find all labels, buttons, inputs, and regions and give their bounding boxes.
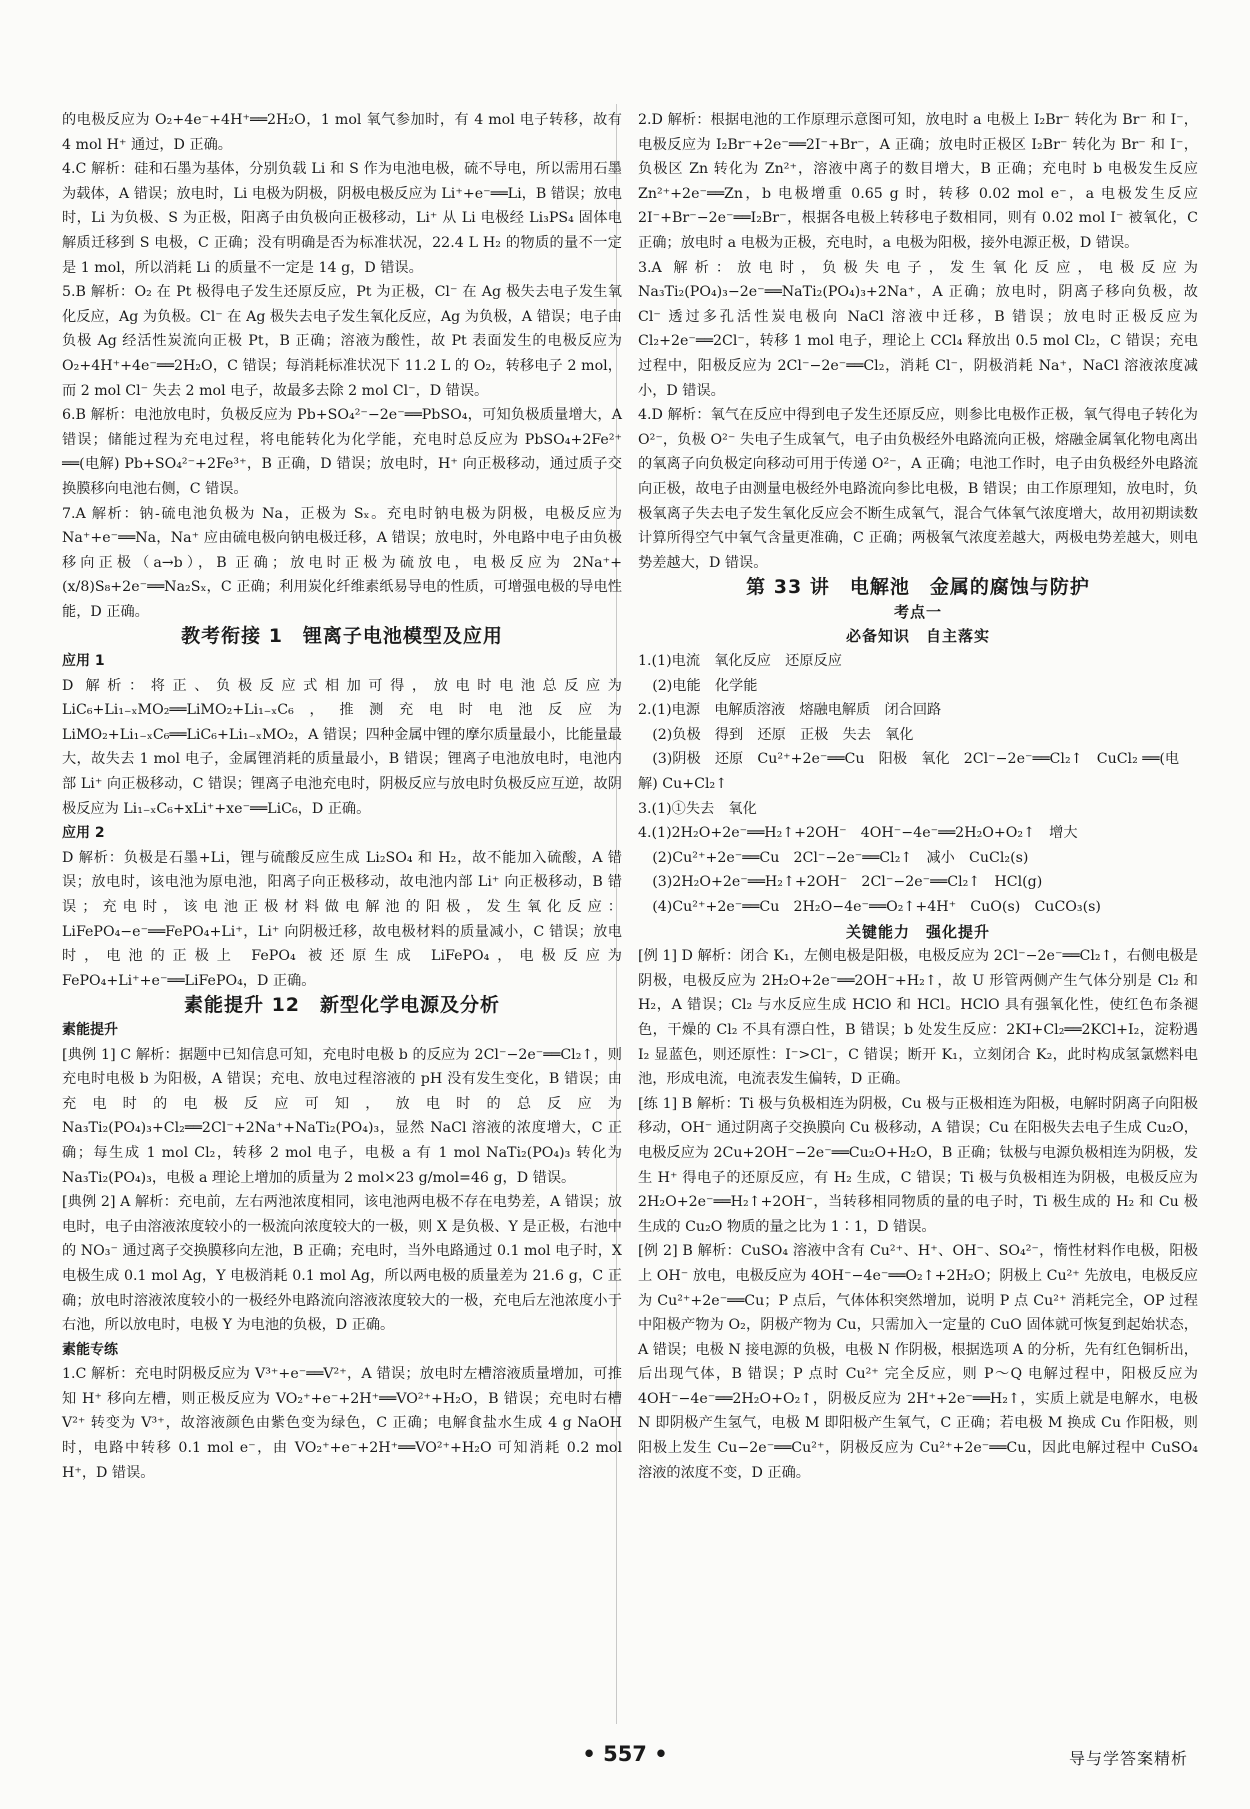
section-subtitle: 必备知识 自主落实 (845, 627, 990, 646)
answer-paragraph: 4.D 解析：氧气在反应中得到电子发生还原反应，则参比电极作正极，氧气得电子转化为 O²⁻，负极 O²⁻ 失电子生成氧气，电子由负极经外电路流向正极，熔融金属氧化物电离出的氧离子向负极定向移动可用于传递 O²⁻，A 正确；电池工作时，电子由负极经外电路流向正极，故电子由测量电极经外电路流向参比电极，B 错误；由工作原理知，放电时，负极氧离子失去电子发生氧化反应会不断生成氧气，混合气体氧气浓度增大，故用初期读数计算所得空气中氧气含量更准确，C 正确；两极氧气浓度差越大，两极电势差越大，则电势差越大，D 错误。 (638, 407, 1198, 571)
page-number: • 557 • (582, 1742, 668, 1766)
answer-item: 3.(1)①失去 氧化 (638, 800, 757, 817)
answer-item: 4.(1)2H₂O+2e⁻══H₂↑+2OH⁻ 4OH⁻−4e⁻══2H₂O+O₂↑ 增大 (638, 825, 1078, 842)
section-label: 素能专练 (62, 1341, 118, 1358)
answer-paragraph: [练 1] B 解析：Ti 极与负极相连为阴极，Cu 极与正极相连为阳极，电解时阴离子向阳极移动，OH⁻ 通过阴离子交换膜向 Cu 极移动，A 错误；Cu 在阳极失去电子生成 Cu₂O，电极反应为 2Cu+2OH⁻−2e⁻══Cu₂O+H₂O，B 正确；钛极与电源负极相连为阴极，发生 H⁺ 得电子的还原反应，有 H₂ 生成，C 错误；Ti 极与负极相连为阴极，电极反应为 2H₂O+2e⁻══H₂↑+2OH⁻，当转移相同物质的量的电子时，Ti 极生成的 H₂ 和 Cu 极生成的 Cu₂O 物质的量之比为 1∶1，D 错误。 (638, 1095, 1198, 1235)
section-title: 教考衔接 1 锂离子电池模型及应用 (181, 625, 503, 648)
answer-paragraph: 4.C 解析：硅和石墨为基体，分别负载 Li 和 S 作为电池电极，硫不导电，所以需用石墨为载体，A 错误；放电时，Li 电极为阴极，阴极电极反应为 Li⁺+e⁻══Li，B 错误；放电时，Li 为负极、S 为正极，阳离子由负极向正极移动，Li⁺ 从 Li 电极经 Li₃PS₄ 固体电解质迁移到 S 电极，C 正确；没有明确是否为标准状况，22.4 L H₂ 的物质的量不一定是 1 mol，所以消耗 Li 的质量不一定是 14 g，D 错误。 (62, 161, 622, 276)
answer-item: 2.(1)电源 电解质溶液 熔融电解质 闭合回路 (638, 702, 942, 719)
answer-item: (2)电能 化学能 (638, 677, 758, 694)
answer-paragraph: 5.B 解析：O₂ 在 Pt 极得电子发生还原反应，Pt 为正极，Cl⁻ 在 Ag 极失去电子发生氧化反应，Ag 为负极。Cl⁻ 在 Ag 极失去电子发生氧化反应，Ag 为负极，A 错误；电子由负极 Ag 经活性炭流向正极 Pt，B 正确；溶液为酸性，故 Pt 表面发生的电极反应为 O₂+4H⁺+4e⁻══2H₂O，C 错误；每消耗标准状况下 11.2 L 的 O₂，转移电子 2 mol，而 2 mol Cl⁻ 失去 2 mol 电子，故最多去除 2 mol Cl⁻，D 错误。 (62, 284, 622, 399)
section-title: 素能提升 12 新型化学电源及分析 (183, 994, 501, 1017)
section-label: 应用 1 (62, 653, 105, 670)
section-subtitle: 考点一 (893, 602, 942, 621)
answer-paragraph: D 解析：负极是石墨+Li，锂与硫酸反应生成 Li₂SO₄ 和 H₂，故不能加入硫酸，A 错误；放电时，该电池为原电池，阳离子向正极移动，故电池内部 Li⁺ 向正极移动，B 错误；充电时，该电池正极材料做电解池的阳极，发生氧化反应：LiFePO₄−e⁻══FePO₄+Li⁺，Li⁺ 向阴极迁移，故电极材料的质量减小，C 错误；放电时，电池的正极上 FePO₄ 被还原生成 LiFePO₄，电极反应为 FePO₄+Li⁺+e⁻══LiFePO₄，D 正确。 (62, 849, 622, 989)
answer-paragraph: 的电极反应为 O₂+4e⁻+4H⁺══2H₂O，1 mol 氧气参加时，有 4 mol 电子转移，故有 4 mol H⁺ 通过，D 正确。 (62, 112, 622, 153)
answer-paragraph: [典例 2] A 解析：充电前，左右两池浓度相同，该电池两电极不存在电势差，A 错误；放电时，电子由溶液浓度较小的一极流向浓度较大的一极，则 X 是负极、Y 是正极，右池中的 NO₃⁻ 通过离子交换膜移向左池，B 正确；充电时，当外电路通过 0.1 mol 电子时，X 电极生成 0.1 mol Ag，Y 电极消耗 0.1 mol Ag，所以两电极的质量差为 21.6 g，C 正确；放电时溶液浓度较小的一极经外电路流向溶液浓度较大的一极，充电后左池浓度小于右池，所以放电时，电极 Y 为电池的负极，D 正确。 (62, 1194, 622, 1334)
answer-item: (3)阴极 还原 Cu²⁺+2e⁻══Cu 阳极 氧化 2Cl⁻−2e⁻══Cl₂↑ CuCl₂ ══(电解) Cu+Cl₂↑ (638, 751, 1180, 793)
answer-item: 1.(1)电流 氧化反应 还原反应 (638, 653, 842, 670)
answer-paragraph: 6.B 解析：电池放电时，负极反应为 Pb+SO₄²⁻−2e⁻══PbSO₄，可知负极质量增大，A 错误；储能过程为充电过程，将电能转化为化学能，充电时总反应为 PbSO₄+2Fe²⁺ ══(电解) Pb+SO₄²⁻+2Fe³⁺，B 正确，D 错误；放电时，H⁺ 向正极移动，通过质子交换膜移向电池右侧，C 错误。 (62, 407, 622, 497)
answer-item: (2)负极 得到 还原 正极 失去 氧化 (638, 726, 914, 743)
left-column (62, 108, 622, 1485)
answer-paragraph: D 解析：将正、负极反应式相加可得，放电时电池总反应为 LiC₆+Li₁₋ₓMO₂══LiMO₂+Li₁₋ₓC₆，推测充电时电池反应为 LiMO₂+Li₁₋ₓC₆══LiC₆+Li₁₋ₓMO₂，A 错误；四种金属中锂的摩尔质量最小，比能量最大，故失去 1 mol 电子，金属锂消耗的质量最小，B 错误；锂离子电池放电时，电池内部 Li⁺ 向正极移动，C 错误；锂离子电池充电时，阴极反应与放电时负极反应互逆，故阴极反应为 Li₁₋ₓC₆+xLi⁺+xe⁻══LiC₆，D 正确。 (62, 677, 622, 817)
answer-paragraph: [例 1] D 解析：闭合 K₁，左侧电极是阳极，电极反应为 2Cl⁻−2e⁻══Cl₂↑，右侧电极是阴极，电极反应为 2H₂O+2e⁻══2OH⁻+H₂↑，故 U 形管两侧产生气体分别是 Cl₂ 和 H₂，A 错误；Cl₂ 与水反应生成 HClO 和 HCl。HClO 具有强氧化性，使红色布条褪色，干燥的 Cl₂ 不具有漂白性，B 错误；b 处发生反应：2KI+Cl₂══2KCl+I₂，淀粉遇 I₂ 显蓝色，则还原性：I⁻>Cl⁻，C 错误；断开 K₁，立刻闭合 K₂，此时构成氢氯燃料电池，形成电流，电流表发生偏转，D 正确。 (638, 948, 1198, 1088)
answer-item: (3)2H₂O+2e⁻══H₂↑+2OH⁻ 2Cl⁻−2e⁻══Cl₂↑ HCl(g) (638, 874, 1043, 891)
section-subtitle: 关键能力 强化提升 (845, 922, 990, 941)
book-title: 导与学答案精析 (1068, 1749, 1188, 1768)
answer-paragraph: [典例 1] C 解析：据题中已知信息可知，充电时电极 b 的反应为 2Cl⁻−2e⁻══Cl₂↑，则充电时电极 b 为阳极，A 错误；充电、放电过程溶液的 pH 没有发生变化，B 错误；由充电时的电极反应可知，放电时的总反应为 Na₃Ti₂(PO₄)₃+Cl₂══2Cl⁻+2Na⁺+NaTi₂(PO₄)₃，显然 NaCl 溶液的浓度增大，C 正确；每生成 1 mol Cl₂，转移 2 mol 电子，电极 a 有 1 mol NaTi₂(PO₄)₃ 转化为 Na₃Ti₂(PO₄)₃，电极 a 理论上增加的质量为 2 mol×23 g/mol=46 g，D 错误。 (62, 1046, 622, 1186)
answer-paragraph: 2.D 解析：根据电池的工作原理示意图可知，放电时 a 电极上 I₂Br⁻ 转化为 Br⁻ 和 I⁻，电极反应为 I₂Br⁻+2e⁻══2I⁻+Br⁻，A 正确；放电时正极区 I₂Br⁻ 转化为 Br⁻ 和 I⁻，负极区 Zn 转化为 Zn²⁺，溶液中离子的数目增大，B 正确；充电时 b 电极发生反应 Zn²⁺+2e⁻══Zn，b 电极增重 0.65 g 时，转移 0.02 mol e⁻，a 电极发生反应 2I⁻+Br⁻−2e⁻══I₂Br⁻，根据各电极上转移电子数相同，则有 0.02 mol I⁻ 被氧化，C 正确；放电时 a 电极为正极，充电时，a 电极为阳极，接外电源正极，D 错误。 (638, 112, 1198, 251)
answer-paragraph: 7.A 解析：钠-硫电池负极为 Na，正极为 Sₓ。充电时钠电极为阴极，电极反应为 Na⁺+e⁻══Na，Na⁺ 应由硫电极向钠电极迁移，A 错误；放电时，外电路中电子由负极移向正极（a→b），B 正确；放电时正极为硫放电，电极反应为 2Na⁺+(x/8)S₈+2e⁻══Na₂Sₓ，C 正确；利用炭化纤维素纸易导电的性质，可增强电极的导电性能，D 正确。 (62, 505, 622, 620)
section-title: 第 33 讲 电解池 金属的腐蚀与防护 (746, 576, 1090, 599)
answer-paragraph: [例 2] B 解析：CuSO₄ 溶液中含有 Cu²⁺、H⁺、OH⁻、SO₄²⁻，惰性材料作电极，阳极上 OH⁻ 放电，电极反应为 4OH⁻−4e⁻══O₂↑+2H₂O；阴极上 Cu²⁺ 先放电，电极反应为 Cu²⁺+2e⁻══Cu；P 点后，气体体积突然增加，说明 P 点 Cu²⁺ 消耗完全，OP 过程中阳极产物为 O₂，阴极产物为 Cu，只需加入一定量的 CuO 固体就可恢复到起始状态，A 错误；电极 N 接电源的负极，电极 N 作阴极，根据选项 A 的分析，先有红色铜析出，后出现气体，B 错误；P 点时 Cu²⁺ 完全反应，则 P～Q 电解过程中，阳极反应为 4OH⁻−4e⁻══2H₂O+O₂↑，阴极反应为 2H⁺+2e⁻══H₂↑，实质上就是电解水，电极 N 即阴极产生氢气，电极 M 即阳极产生氧气，C 正确；若电极 M 换成 Cu 作阳极，则阳极上发生 Cu−2e⁻══Cu²⁺，阴极反应为 Cu²⁺+2e⁻══Cu，因此电解过程中 CuSO₄ 溶液的浓度不变，D 正确。 (638, 1243, 1198, 1481)
answer-paragraph: 3.A 解析：放电时，负极失电子，发生氧化反应，电极反应为 Na₃Ti₂(PO₄)₃−2e⁻══NaTi₂(PO₄)₃+2Na⁺，A 正确；放电时，阴离子移向负极，故 Cl⁻ 透过多孔活性炭电极向 NaCl 溶液中迁移，B 错误；放电时正极反应为 Cl₂+2e⁻══2Cl⁻，转移 1 mol 电子，理论上 CCl₄ 释放出 0.5 mol Cl₂，C 错误；充电过程中，阳极反应为 2Cl⁻−2e⁻══Cl₂，消耗 Cl⁻，阴极消耗 Na⁺，NaCl 溶液浓度减小，D 错误。 (638, 259, 1198, 399)
section-label: 应用 2 (62, 825, 105, 842)
right-column (638, 108, 1198, 1485)
section-label: 素能提升 (62, 1021, 118, 1038)
answer-item: (4)Cu²⁺+2e⁻══Cu 2H₂O−4e⁻══O₂↑+4H⁺ CuO(s) CuCO₃(s) (638, 899, 1101, 915)
answer-paragraph: 1.C 解析：充电时阴极反应为 V³⁺+e⁻══V²⁺，A 错误；放电时左槽溶液质量增加，可推知 H⁺ 移向左槽，则正极反应为 VO₂⁺+e⁻+2H⁺══VO²⁺+H₂O，B 错误；充电时右槽 V²⁺ 转变为 V³⁺，故溶液颜色由紫色变为绿色，C 正确；电解食盐水生成 4 g NaOH 时，电路中转移 0.1 mol e⁻，由 VO₂⁺+e⁻+2H⁺══VO²⁺+H₂O 可知消耗 0.2 mol H⁺，D 错误。 (62, 1366, 622, 1481)
answer-item: (2)Cu²⁺+2e⁻══Cu 2Cl⁻−2e⁻══Cl₂↑ 减小 CuCl₂(s) (638, 849, 1029, 866)
